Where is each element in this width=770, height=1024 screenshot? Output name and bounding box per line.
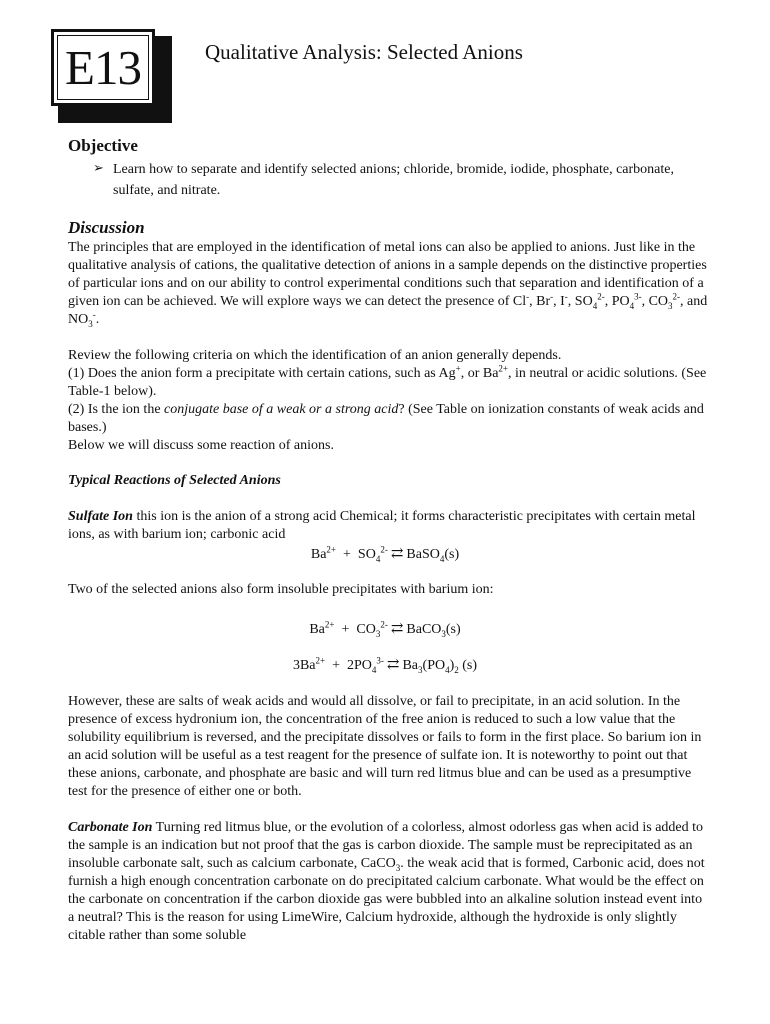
arrow-bullet-icon: ➢ [93, 160, 104, 175]
equilibrium-arrow-icon: ⇄ [390, 621, 404, 637]
barium-carbonate-equation: $Ba^{2+} + CO_3^{2-}$ ⇄ BaCO$_3$(s) [309, 619, 461, 639]
carbonate-paragraph: Carbonate Ion Turning red litmus blue, or the evolution of a colorless, almost odorless gas when acid is added to the sample is an indication but not proof that the gas is carbon dioxide. The sample must be reprecipitated as an insoluble carbonate salt, such as calcium carbonate, CaCO$_3$. the weak acid that is formed, Carbonic acid, does not furnish a high enough concentration carbonate on do precipitated calcium carbonate. What would be the effect on the carbonate on concentration if the carbon dioxide gas were bubbled into an alkaline solution instead event into a neutral? This is the reason for using LimeWire, Calcium hydroxide, although the hydroxide is only slightly citable rather than some soluble [68, 820, 705, 943]
barium-phosphate-equation: $3Ba^{2+} + 2PO_4^{3-}$ ⇄ $Ba_3(PO_4)_2$ (s) [292, 655, 478, 675]
objective-heading: Objective [68, 136, 138, 155]
experiment-badge [51, 29, 155, 106]
badge-inner-frame [57, 35, 149, 100]
however-paragraph: However, these are salts of weak acids and would all dissolve, or fail to precipitate, in an acid solution. In the presence of excess hydronium ion, the concentration of the free anion is reduced to such a low value that the solubility equilibrium is reversed, and the precipitate dissolves or fails to form in the first place. So barium ion in an acid solution will be useful as a test reagent for the presence of sulfate ion. It is noteworthy to point out that these anions, carbonate, and phosphate are basic and will turn red litmus blue and can be used as a presumptive test for the presence of either one or both. [68, 694, 702, 799]
discussion-heading: Discussion [68, 218, 145, 237]
criteria-paragraph: Review the following criteria on which the identification of an anion generally depends. (1) Does the anion form a precipitate with certain cations, such as Ag+, or $Ba^{2+}$, in neutral or acidic solutions. (See Table-1 below). (2) Is the ion the conjugate base of a weak or a strong acid? (See Table on ionization constants of weak acids and bases.) Below we will discuss some reaction of anions. [68, 348, 707, 453]
typical-reactions-heading: Typical Reactions of Selected Anions [68, 473, 281, 488]
equilibrium-arrow-icon: ⇄ [390, 546, 404, 562]
sulfate-equation: $Ba^{2+} + SO_4^{2-}$ ⇄ BaSO$_4$(s) [310, 544, 460, 564]
badge-label: E13 [65, 40, 141, 95]
equilibrium-arrow-icon: ⇄ [386, 657, 400, 673]
sulfate-label: Sulfate Ion [68, 509, 133, 524]
barium-intro-text: Two of the selected anions also form insoluble precipitates with barium ion: [68, 582, 494, 597]
carbonate-label: Carbonate Ion [68, 820, 153, 835]
discussion-paragraph: The principles that are employed in the identification of metal ions can also be applied to anions. Just like in the qualitative analysis of cations, the qualitative detection of anions in a sample depends on the distinctive properties of particular ions and on our ability to control experimental conditions such that separation and identification of a given ion can be achieved. We will explore ways we can detect the presence of Cl-, Br-, I-, $SO_4^{2-}$, $PO_4^{3-}$, $CO_3^{2-}$, and $NO_3^-$. [68, 240, 708, 329]
sulfate-paragraph: Sulfate Ion this ion is the anion of a strong acid Chemical; it forms characteristic precipitates with certain metal ions, as with barium ion; carbonic acid [68, 509, 696, 542]
page-title: Qualitative Analysis: Selected Anions [205, 40, 523, 64]
objective-bullet-text: Learn how to separate and identify selected anions; chloride, bromide, iodide, phosphate, carbonate, sulfate, and nitrate. [113, 162, 674, 198]
